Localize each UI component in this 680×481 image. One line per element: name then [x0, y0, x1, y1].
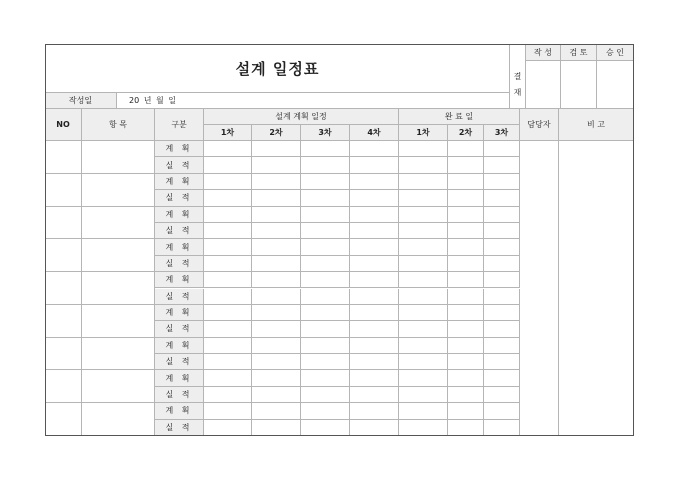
schedule-cell[interactable] [301, 223, 350, 239]
schedule-cell[interactable] [448, 403, 484, 419]
row-type-label: 계 획 [155, 403, 204, 419]
schedule-cell[interactable] [399, 338, 448, 354]
schedule-cell[interactable] [204, 223, 252, 239]
schedule-cell[interactable] [204, 207, 252, 223]
row-type-label: 계 획 [155, 207, 204, 223]
schedule-cell[interactable] [204, 239, 252, 255]
schedule-cell[interactable] [448, 420, 484, 436]
approval-signature-box[interactable] [597, 61, 634, 109]
schedule-cell[interactable] [204, 321, 252, 337]
schedule-cell[interactable] [204, 174, 252, 190]
schedule-cell[interactable] [399, 305, 448, 321]
schedule-cell[interactable] [350, 174, 399, 190]
header-item: 항 목 [82, 109, 155, 141]
schedule-cell[interactable] [350, 239, 399, 255]
schedule-cell[interactable] [301, 305, 350, 321]
schedule-cell[interactable] [204, 338, 252, 354]
schedule-cell[interactable] [484, 321, 520, 337]
schedule-cell[interactable] [252, 141, 301, 157]
schedule-cell[interactable] [252, 321, 301, 337]
row-type-label: 실 적 [155, 157, 204, 173]
row-item-cell[interactable] [82, 403, 155, 436]
schedule-cell[interactable] [350, 157, 399, 173]
row-item-cell[interactable] [82, 338, 155, 371]
header-plan-col: 1차 [204, 125, 252, 141]
schedule-cell[interactable] [448, 387, 484, 403]
row-no-cell[interactable] [45, 239, 82, 272]
header-plan-col: 4차 [350, 125, 399, 141]
schedule-cell[interactable] [252, 289, 301, 305]
approval-signature-box[interactable] [526, 61, 561, 109]
schedule-cell[interactable] [484, 207, 520, 223]
approval-label-bottom: 재 [510, 76, 526, 109]
schedule-cell[interactable] [484, 420, 520, 436]
row-no-cell[interactable] [45, 338, 82, 371]
approval-header: 작 성 [526, 44, 561, 61]
schedule-cell[interactable] [350, 420, 399, 436]
schedule-cell[interactable] [350, 272, 399, 288]
schedule-cell[interactable] [484, 354, 520, 370]
schedule-cell[interactable] [252, 239, 301, 255]
schedule-sheet [45, 44, 634, 436]
schedule-cell[interactable] [484, 174, 520, 190]
schedule-cell[interactable] [204, 141, 252, 157]
schedule-cell[interactable] [448, 338, 484, 354]
schedule-cell[interactable] [399, 354, 448, 370]
row-item-cell[interactable] [82, 239, 155, 272]
schedule-cell[interactable] [252, 174, 301, 190]
schedule-cell[interactable] [399, 370, 448, 386]
row-type-label: 계 획 [155, 174, 204, 190]
schedule-cell[interactable] [448, 305, 484, 321]
schedule-cell[interactable] [301, 190, 350, 206]
row-type-label: 계 획 [155, 141, 204, 157]
header-plan-group: 설계 계획 일정 [204, 109, 399, 125]
row-type-label: 계 획 [155, 272, 204, 288]
schedule-cell[interactable] [350, 141, 399, 157]
schedule-cell[interactable] [399, 141, 448, 157]
schedule-cell[interactable] [484, 239, 520, 255]
schedule-cell[interactable] [350, 256, 399, 272]
schedule-cell[interactable] [204, 403, 252, 419]
schedule-cell[interactable] [301, 354, 350, 370]
schedule-cell[interactable] [484, 256, 520, 272]
schedule-cell[interactable] [252, 207, 301, 223]
schedule-cell[interactable] [204, 420, 252, 436]
schedule-cell[interactable] [399, 256, 448, 272]
schedule-cell[interactable] [484, 190, 520, 206]
row-type-label: 실 적 [155, 321, 204, 337]
row-item-cell[interactable] [82, 370, 155, 403]
schedule-cell[interactable] [252, 305, 301, 321]
schedule-cell[interactable] [350, 223, 399, 239]
schedule-cell[interactable] [350, 338, 399, 354]
schedule-cell[interactable] [350, 289, 399, 305]
schedule-cell[interactable] [399, 272, 448, 288]
schedule-cell[interactable] [204, 256, 252, 272]
schedule-cell[interactable] [252, 190, 301, 206]
schedule-cell[interactable] [301, 370, 350, 386]
schedule-cell[interactable] [350, 321, 399, 337]
schedule-cell[interactable] [301, 174, 350, 190]
schedule-cell[interactable] [252, 354, 301, 370]
schedule-cell[interactable] [448, 141, 484, 157]
schedule-cell[interactable] [399, 190, 448, 206]
schedule-cell[interactable] [301, 420, 350, 436]
schedule-cell[interactable] [204, 157, 252, 173]
date-label: 작성일 [45, 93, 117, 109]
schedule-cell[interactable] [399, 403, 448, 419]
header-no: NO [45, 109, 82, 141]
schedule-cell[interactable] [448, 207, 484, 223]
schedule-cell[interactable] [484, 223, 520, 239]
manager-column[interactable] [520, 141, 559, 436]
schedule-cell[interactable] [448, 190, 484, 206]
approval-signature-box[interactable] [561, 61, 597, 109]
schedule-cell[interactable] [301, 338, 350, 354]
row-item-cell[interactable] [82, 305, 155, 338]
schedule-cell[interactable] [448, 289, 484, 305]
schedule-cell[interactable] [399, 420, 448, 436]
schedule-cell[interactable] [399, 239, 448, 255]
schedule-cell[interactable] [448, 370, 484, 386]
schedule-cell[interactable] [399, 157, 448, 173]
schedule-cell[interactable] [484, 141, 520, 157]
schedule-cell[interactable] [448, 223, 484, 239]
schedule-cell[interactable] [399, 207, 448, 223]
schedule-cell[interactable] [399, 223, 448, 239]
schedule-cell[interactable] [301, 387, 350, 403]
schedule-cell[interactable] [484, 157, 520, 173]
row-type-label: 실 적 [155, 387, 204, 403]
header-remark: 비 고 [559, 109, 634, 141]
remark-column[interactable] [559, 141, 634, 436]
schedule-cell[interactable] [448, 239, 484, 255]
title-area [45, 44, 510, 93]
schedule-cell[interactable] [252, 370, 301, 386]
schedule-cell[interactable] [399, 387, 448, 403]
schedule-cell[interactable] [350, 190, 399, 206]
schedule-cell[interactable] [252, 272, 301, 288]
schedule-cell[interactable] [252, 387, 301, 403]
schedule-cell[interactable] [301, 321, 350, 337]
schedule-cell[interactable] [484, 403, 520, 419]
schedule-cell[interactable] [204, 354, 252, 370]
row-type-label: 실 적 [155, 190, 204, 206]
schedule-cell[interactable] [301, 256, 350, 272]
header-plan-col: 2차 [252, 125, 301, 141]
row-type-label: 계 획 [155, 305, 204, 321]
schedule-cell[interactable] [204, 370, 252, 386]
schedule-cell[interactable] [252, 338, 301, 354]
row-no-cell[interactable] [45, 403, 82, 436]
schedule-cell[interactable] [301, 207, 350, 223]
header-plan-col: 3차 [301, 125, 350, 141]
schedule-cell[interactable] [399, 174, 448, 190]
schedule-cell[interactable] [252, 403, 301, 419]
schedule-cell[interactable] [350, 354, 399, 370]
row-no-cell[interactable] [45, 370, 82, 403]
schedule-cell[interactable] [204, 305, 252, 321]
schedule-cell[interactable] [204, 387, 252, 403]
row-type-label: 계 획 [155, 338, 204, 354]
row-type-label: 실 적 [155, 420, 204, 436]
row-type-label: 실 적 [155, 256, 204, 272]
schedule-cell[interactable] [448, 174, 484, 190]
approval-header: 승 인 [597, 44, 634, 61]
schedule-cell[interactable] [252, 223, 301, 239]
schedule-cell[interactable] [484, 387, 520, 403]
schedule-cell[interactable] [301, 157, 350, 173]
page-title: 설계 일정표 [235, 59, 320, 78]
schedule-cell[interactable] [301, 239, 350, 255]
schedule-cell[interactable] [252, 420, 301, 436]
schedule-cell[interactable] [399, 289, 448, 305]
row-item-cell[interactable] [82, 141, 155, 174]
row-item-cell[interactable] [82, 174, 155, 207]
header-done-group: 완 료 일 [399, 109, 520, 125]
header-done-col: 1차 [399, 125, 448, 141]
header-manager: 담당자 [520, 109, 559, 141]
header-type: 구분 [155, 109, 204, 141]
schedule-cell[interactable] [484, 305, 520, 321]
schedule-cell[interactable] [204, 272, 252, 288]
row-no-cell[interactable] [45, 207, 82, 240]
row-type-label: 계 획 [155, 239, 204, 255]
row-type-label: 실 적 [155, 223, 204, 239]
schedule-cell[interactable] [448, 354, 484, 370]
schedule-cell[interactable] [484, 272, 520, 288]
schedule-cell[interactable] [350, 370, 399, 386]
schedule-cell[interactable] [484, 338, 520, 354]
row-no-cell[interactable] [45, 272, 82, 305]
row-no-cell[interactable] [45, 141, 82, 174]
approval-header: 검 토 [561, 44, 597, 61]
schedule-cell[interactable] [204, 190, 252, 206]
row-no-cell[interactable] [45, 305, 82, 338]
schedule-cell[interactable] [350, 403, 399, 419]
date-field[interactable]: 20 년 월 일 [117, 93, 510, 109]
schedule-cell[interactable] [301, 403, 350, 419]
schedule-cell[interactable] [204, 289, 252, 305]
row-type-label: 계 획 [155, 370, 204, 386]
schedule-cell[interactable] [399, 321, 448, 337]
schedule-cell[interactable] [448, 321, 484, 337]
schedule-cell[interactable] [252, 256, 301, 272]
header-done-col: 3차 [484, 125, 520, 141]
schedule-cell[interactable] [350, 305, 399, 321]
schedule-cell[interactable] [448, 157, 484, 173]
schedule-cell[interactable] [252, 157, 301, 173]
schedule-cell[interactable] [484, 289, 520, 305]
schedule-cell[interactable] [484, 370, 520, 386]
schedule-cell[interactable] [350, 207, 399, 223]
schedule-cell[interactable] [448, 272, 484, 288]
row-no-cell[interactable] [45, 174, 82, 207]
row-item-cell[interactable] [82, 207, 155, 240]
approval-label-top: 결 [510, 44, 526, 109]
row-item-cell[interactable] [82, 272, 155, 305]
schedule-cell[interactable] [301, 289, 350, 305]
header-done-col: 2차 [448, 125, 484, 141]
row-type-label: 실 적 [155, 289, 204, 305]
row-type-label: 실 적 [155, 354, 204, 370]
schedule-cell[interactable] [350, 387, 399, 403]
schedule-cell[interactable] [301, 272, 350, 288]
schedule-cell[interactable] [448, 256, 484, 272]
schedule-cell[interactable] [301, 141, 350, 157]
